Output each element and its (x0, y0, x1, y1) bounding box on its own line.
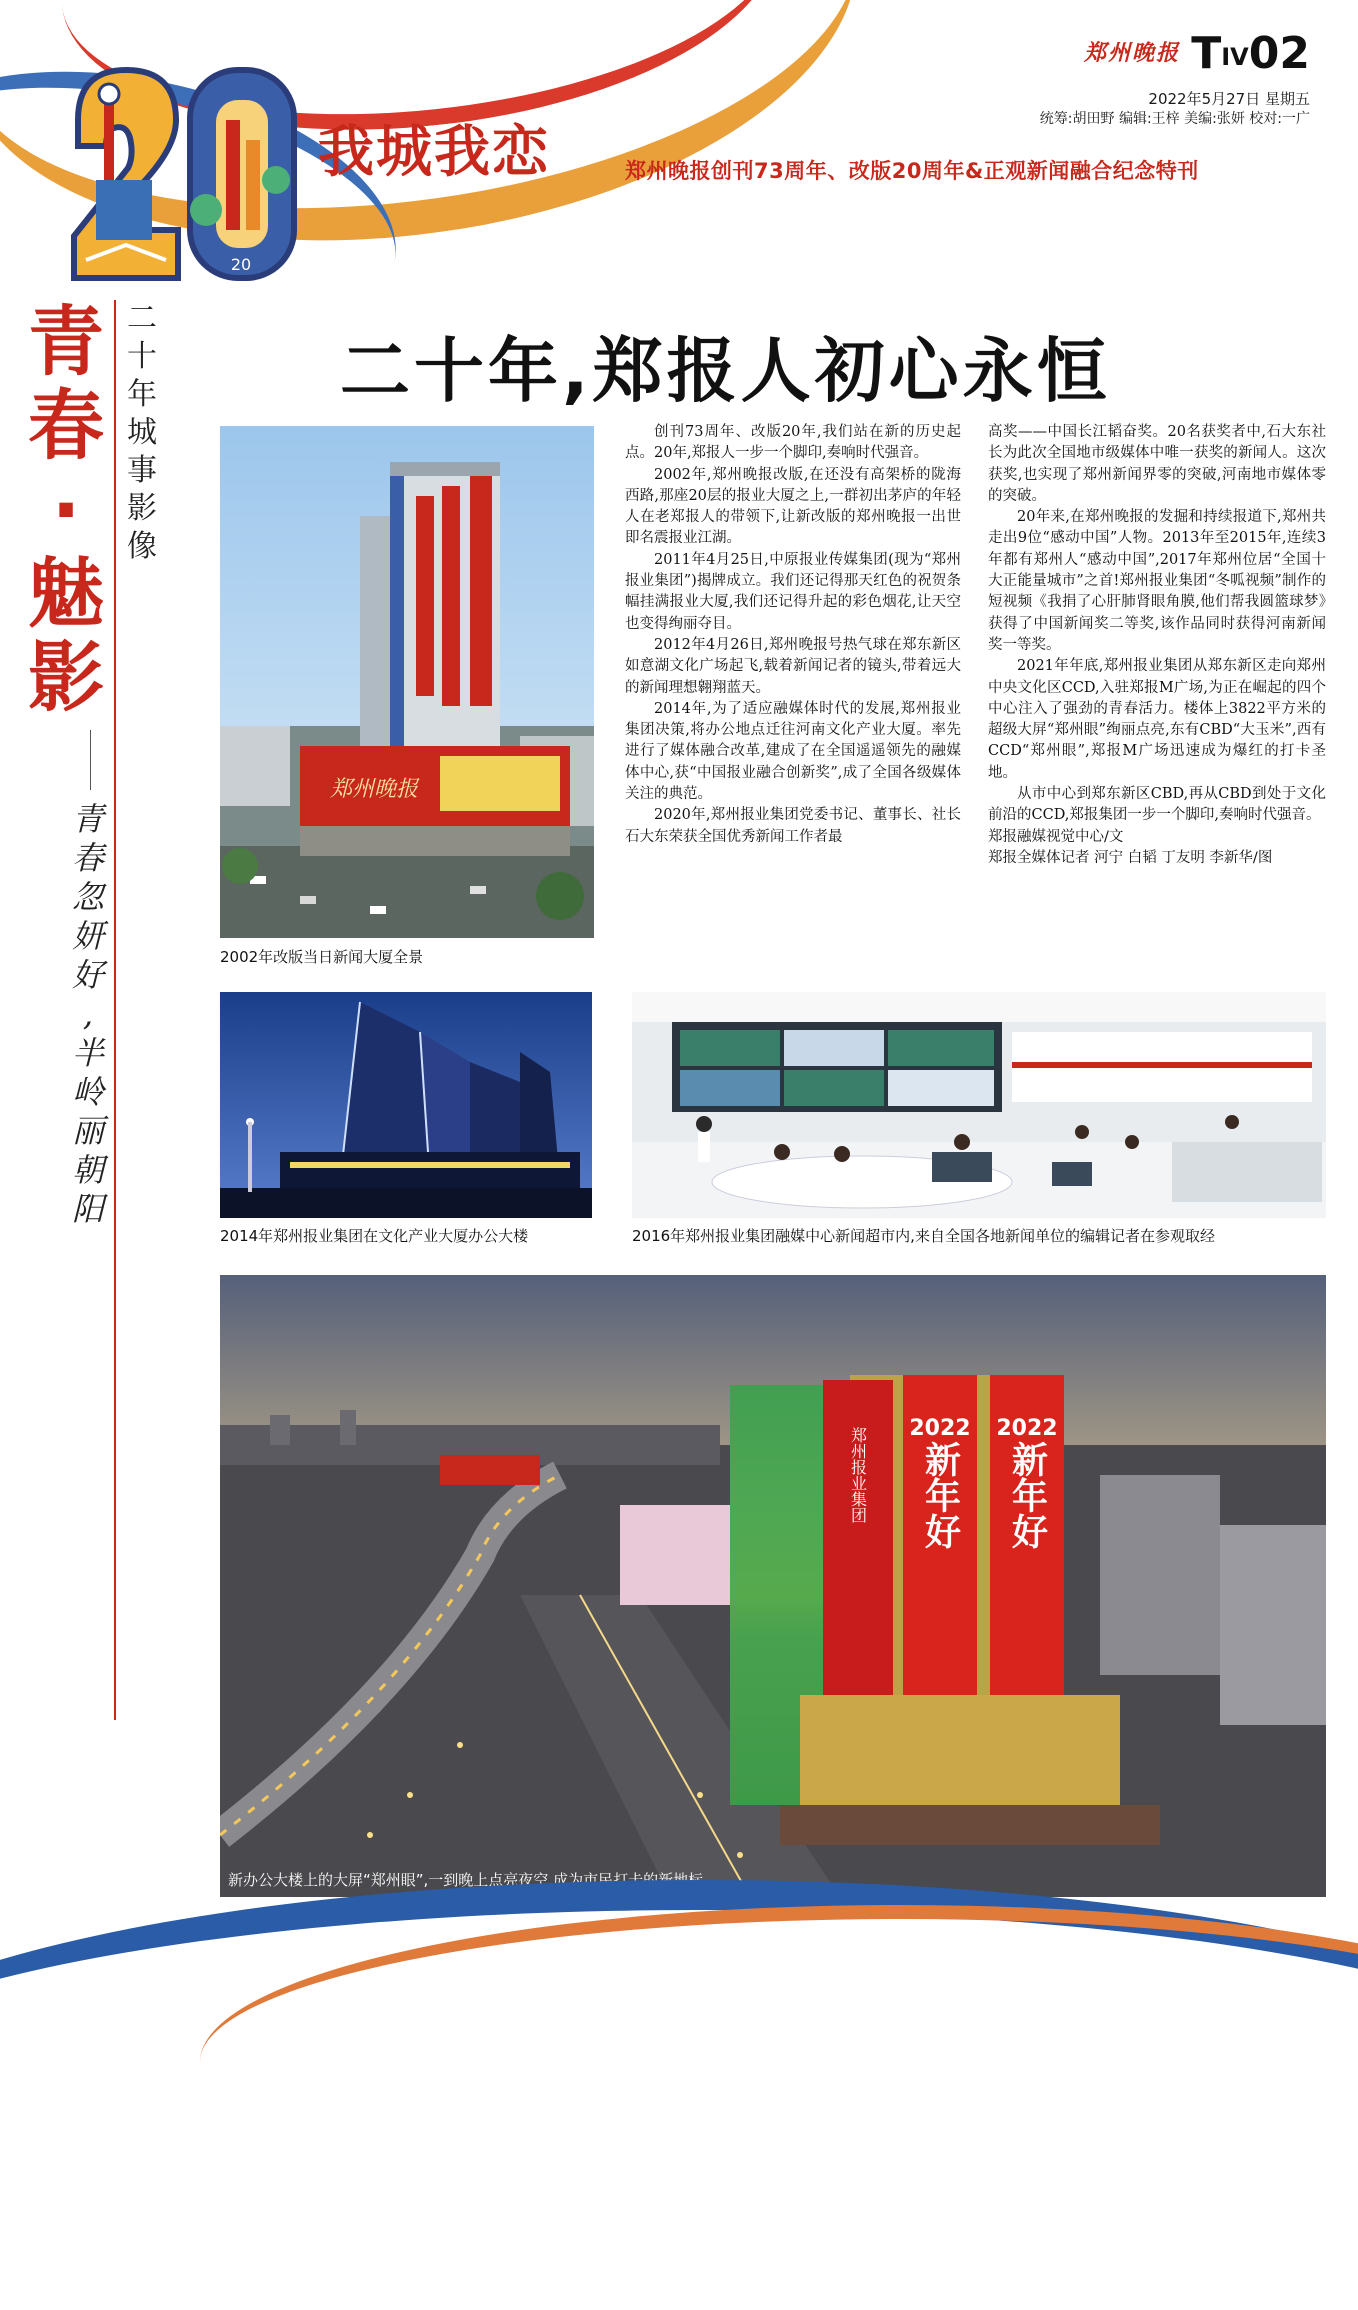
sidebar-subtitle-char: 影 (127, 491, 157, 526)
sidebar-title-char: 魅 (28, 549, 104, 638)
sidebar-subtitle-char: 二 (127, 301, 157, 336)
section-kicker-subtitle: 郑州晚报创刊73周年、改版20周年&正观新闻融合纪念特刊 (625, 159, 1199, 183)
photo2-caption: 2014年郑州报业集团在文化产业大厦办公大楼 (220, 1227, 529, 1245)
poem-char: , (82, 995, 94, 1033)
photo1-sign-text: 郑州晚报 (330, 777, 419, 802)
article-photo-credit: 郑报全媒体记者 河宁 白韬 丁友明 李新华/图 (988, 849, 1273, 866)
sidebar-title-char: · (51, 465, 81, 554)
page-prefix: T (1191, 28, 1222, 79)
poem-char: 青 (71, 800, 104, 838)
poem-char: 春 (71, 839, 104, 877)
page-number (1191, 28, 1310, 79)
photo-2016-media-center (632, 992, 1326, 1218)
screen-greeting-left: 新年好 (919, 1441, 961, 1549)
article-paragraph: 从市中心到郑东新区CBD,再从CBD到处于文化前沿的CCD,郑报集团一步一个脚印,奏响时代强音。 (988, 786, 1326, 824)
photo-2014-building (220, 992, 592, 1218)
sidebar-dash (90, 730, 91, 790)
article-paragraph: 创刊73周年、改版20年,我们站在新的历史起点。20年,郑报人一步一个脚印,奏响时代强音。 (625, 424, 961, 462)
screen-year-right: 2022 (996, 1416, 1058, 1441)
sidebar-rule (114, 300, 116, 1720)
poem-char: 半 (71, 1034, 104, 1072)
page-section: IV (1221, 43, 1249, 71)
article-paragraph: 2020年,郑州报业集团党委书记、董事长、社长石大东荣获全国优秀新闻工作者最 (625, 807, 961, 845)
screen-year-left: 2022 (909, 1416, 971, 1441)
article-paragraph: 2012年4月26日,郑州晚报号热气球在郑东新区如意湖文化广场起飞,载着新闻记者的镜头,带着远大的新闻理想翱翔蓝天。 (625, 636, 961, 696)
photo1-caption: 2002年改版当日新闻大厦全景 (220, 948, 424, 966)
poem-char: 丽 (71, 1112, 104, 1150)
sidebar-subtitle-char: 十 (127, 339, 157, 374)
article-column-2 (988, 422, 1326, 869)
poem-char: 妍 (71, 917, 104, 955)
poem-char: 忽 (71, 878, 104, 916)
sidebar-subtitle (122, 300, 162, 566)
sidebar-subtitle-char: 年 (127, 377, 157, 412)
article-paragraph: 20年来,在郑州晚报的发掘和持续报道下,郑州共走出9位“感动中国”人物。2013年至2015年,连续3年都有郑州人“感动中国”,2017年郑州位居“全国十大正能量城市”之首!郑州报业集团“冬呱视频”制作的短视频《我捐了心肝肺肾眼角膜,他们帮我圆篮球梦》获得了中国新闻奖二等奖,该作品同时获得河南新闻奖一等奖。 (988, 509, 1326, 653)
issue-date: 2022年5月27日 星期五 (1148, 90, 1310, 108)
page-number-value: 02 (1248, 28, 1310, 79)
sidebar-title-char: 春 (28, 381, 104, 470)
logo-number: 20 (230, 255, 252, 274)
article-paragraph: 2014年,为了适应融媒体时代的发展,郑州报业集团决策,将办公地点迁往河南文化产业大厦。率先进行了媒体融合改革,建成了在全国遥遥领先的融媒体中心,获“中国报业融合创新奖”,成了全国各级媒体关注的典范。 (625, 700, 961, 803)
sidebar-subtitle-char: 像 (127, 529, 157, 564)
photo-2002-building (220, 426, 594, 938)
poem-char: 好 (71, 956, 104, 994)
screen-greeting-right: 新年好 (1006, 1441, 1048, 1549)
sidebar-subtitle-char: 事 (127, 453, 157, 488)
article-paragraph: 高奖——中国长江韬奋奖。20名获奖者中,石大东社长为此次全国地市级媒体中唯一获奖的新闻人。这次获奖,也实现了郑州新闻界零的突破,河南地市媒体零的突破。 (988, 424, 1326, 504)
photo3-caption: 2016年郑州报业集团融媒中心新闻超市内,来自全国各地新闻单位的编辑记者在参观取经 (632, 1227, 1215, 1245)
photo4-caption: 新办公大楼上的大屏“郑州眼”,一到晚上点亮夜空,成为市民打卡的新地标 (228, 1871, 704, 1889)
sidebar-subtitle-char: 城 (127, 415, 157, 450)
section-kicker: 我城我恋 (318, 120, 550, 185)
article-paragraph: 2011年4月25日,中原报业传媒集团(现为“郑州报业集团”)揭牌成立。我们还记得那天红色的祝贺条幅挂满报业大厦,我们还记得升起的彩色烟花,让天空也变得绚丽夺目。 (625, 551, 961, 632)
article-column-1 (625, 422, 961, 848)
sidebar-poem (66, 800, 110, 1229)
article-paragraph: 2021年年底,郑州报业集团从郑东新区走向郑州中央文化区CCD,入驻郑报M广场,为正在崛起的四个中心注入了强劲的青春活力。楼体上3822平方米的超级大屏“郑州眼”绚丽点亮,东有CBD“大玉米”,西有CCD“郑州眼”,郑报M广场迅速成为爆红的打卡圣地。 (988, 658, 1326, 781)
screen-group-name: 郑州报业集团 (848, 1427, 868, 1523)
poem-char: 阳 (71, 1190, 104, 1228)
poem-char: 岭 (71, 1073, 104, 1111)
page-headline: 二十年,郑报人初心永恒 (340, 330, 1111, 412)
photo-zhengzhou-eye (220, 1275, 1326, 1897)
sidebar-title-char: 青 (28, 297, 104, 386)
poem-char: 朝 (71, 1151, 104, 1189)
sidebar-title-char: 影 (28, 633, 104, 722)
article-byline: 郑报融媒视觉中心/文 (988, 828, 1124, 845)
anniversary-20-logo (66, 60, 302, 288)
paper-logo: 郑州晚报 (1083, 40, 1180, 66)
staff-credits: 统筹:胡田野 编辑:王梓 美编:张妍 校对:一广 (1039, 111, 1310, 127)
article-paragraph: 2002年,郑州晚报改版,在还没有高架桥的陇海西路,那座20层的报业大厦之上,一群初出茅庐的年轻人在老郑报人的带领下,让新改版的郑州晚报一出世即名震报业江湖。 (625, 466, 961, 547)
sidebar-title (24, 297, 108, 722)
